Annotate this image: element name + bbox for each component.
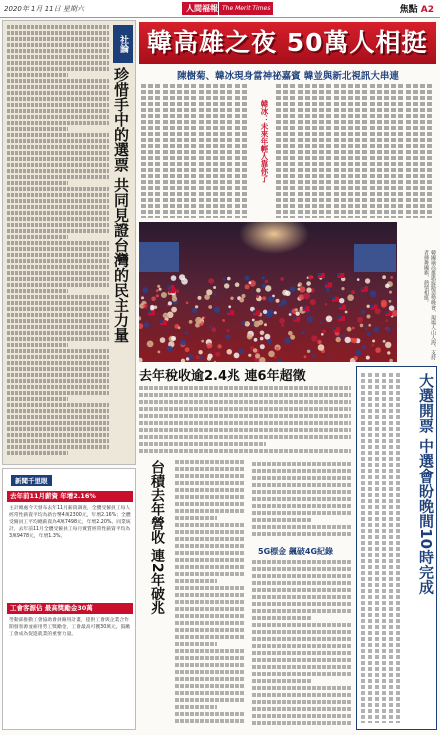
text-line bbox=[7, 271, 109, 275]
text-line bbox=[7, 397, 68, 401]
text-column-line bbox=[384, 84, 389, 218]
text-line bbox=[7, 163, 109, 167]
text-line bbox=[7, 265, 109, 269]
text-line bbox=[7, 433, 109, 437]
text-column-line bbox=[312, 84, 317, 218]
tax-headline: 去年稅收逾2.4兆 連6年超徵 bbox=[139, 369, 306, 384]
lead-article-text-left bbox=[141, 84, 251, 218]
text-line bbox=[7, 103, 109, 107]
pull-quote: 韓冰：未來年輕人靠你了 bbox=[260, 100, 269, 183]
text-column-line bbox=[398, 84, 403, 218]
text-line bbox=[175, 663, 245, 667]
text-line bbox=[252, 574, 352, 578]
text-line bbox=[175, 481, 245, 485]
text-line bbox=[175, 635, 245, 639]
issue-date: 2020年 1月 11日 星期六 bbox=[4, 5, 84, 13]
text-line bbox=[252, 665, 352, 669]
text-line bbox=[175, 628, 245, 632]
text-line bbox=[7, 277, 109, 281]
text-line bbox=[175, 670, 245, 674]
text-column-line bbox=[348, 84, 353, 218]
text-line bbox=[252, 707, 352, 711]
5g-headline: 5G標金 飆破4G紀錄 bbox=[258, 547, 334, 556]
photo-caption: 韓國瑜高雄凱旋路造勢晚會，現場人山人海，支持者揮舞國旗，熱情相挺。 bbox=[423, 250, 436, 360]
text-line bbox=[7, 121, 109, 125]
text-line bbox=[175, 600, 245, 604]
text-line bbox=[175, 502, 245, 506]
text-line bbox=[7, 253, 109, 257]
text-line bbox=[7, 229, 109, 233]
text-line bbox=[252, 511, 352, 515]
text-line bbox=[7, 355, 109, 359]
text-line bbox=[175, 572, 245, 576]
editorial-body-text bbox=[7, 25, 109, 463]
text-line bbox=[7, 391, 109, 395]
text-line bbox=[7, 127, 68, 131]
text-line bbox=[175, 712, 245, 716]
text-column-line bbox=[298, 84, 303, 218]
text-line bbox=[7, 289, 68, 293]
text-line bbox=[7, 379, 109, 383]
text-line bbox=[252, 476, 352, 480]
editorial-tag: 社論 bbox=[113, 25, 133, 63]
rally-crowd-image bbox=[139, 222, 397, 362]
text-line bbox=[7, 193, 109, 197]
text-line bbox=[7, 25, 109, 29]
text-column-line bbox=[242, 84, 247, 218]
text-line bbox=[7, 145, 109, 149]
text-line bbox=[139, 421, 351, 425]
tax-article-text bbox=[139, 386, 351, 456]
text-line bbox=[7, 217, 109, 221]
text-line bbox=[7, 169, 109, 173]
tsmc-headline: 台積去年營收 連2年破兆 bbox=[149, 460, 165, 615]
text-line bbox=[7, 133, 109, 137]
text-column-line bbox=[290, 84, 295, 218]
text-line bbox=[175, 530, 245, 534]
text-line bbox=[7, 55, 109, 59]
text-column-line bbox=[170, 84, 175, 218]
text-line bbox=[252, 672, 352, 676]
text-line bbox=[7, 337, 109, 341]
text-line bbox=[7, 79, 109, 83]
text-line bbox=[252, 616, 312, 620]
text-line bbox=[175, 467, 245, 471]
article-text-upper bbox=[252, 462, 352, 542]
text-line bbox=[7, 283, 109, 287]
brief-headline-2: 工會客源佔 最高獎勵金30萬 bbox=[7, 603, 133, 614]
text-column-line bbox=[427, 84, 432, 218]
text-line bbox=[7, 367, 109, 371]
text-column-line bbox=[370, 84, 375, 218]
text-line bbox=[175, 509, 245, 513]
text-column-line bbox=[389, 373, 393, 723]
editorial-headline: 珍惜手中的選票 共同見證台灣的民主力量 bbox=[112, 67, 130, 343]
text-line bbox=[252, 560, 352, 564]
text-line bbox=[175, 649, 245, 653]
text-line bbox=[7, 223, 109, 227]
text-line bbox=[252, 644, 352, 648]
text-line bbox=[252, 588, 352, 592]
text-line bbox=[252, 504, 352, 508]
text-line bbox=[7, 313, 109, 317]
text-line bbox=[7, 445, 109, 449]
text-column-line bbox=[391, 84, 396, 218]
text-line bbox=[7, 319, 109, 323]
text-line bbox=[139, 386, 351, 390]
text-column-line bbox=[155, 84, 160, 218]
text-line bbox=[7, 349, 109, 353]
text-line bbox=[7, 409, 109, 413]
text-line bbox=[175, 684, 245, 688]
text-column-line bbox=[413, 84, 418, 218]
text-column-line bbox=[326, 84, 331, 218]
text-line bbox=[7, 115, 109, 119]
text-line bbox=[175, 719, 245, 723]
text-line bbox=[139, 442, 266, 446]
tsmc-article-text bbox=[175, 460, 245, 730]
text-column-line bbox=[305, 84, 310, 218]
text-line bbox=[139, 428, 351, 432]
text-column-line bbox=[199, 84, 204, 218]
text-line bbox=[7, 151, 109, 155]
text-line bbox=[175, 691, 245, 695]
text-column-line bbox=[334, 84, 339, 218]
text-column-line bbox=[319, 84, 324, 218]
text-line bbox=[252, 602, 352, 606]
text-line bbox=[7, 175, 109, 179]
masthead bbox=[0, 0, 440, 18]
text-line bbox=[7, 307, 109, 311]
text-column-line bbox=[396, 373, 400, 723]
text-line bbox=[7, 109, 109, 113]
text-line bbox=[252, 623, 352, 627]
rally-photo bbox=[139, 222, 397, 362]
text-line bbox=[252, 637, 352, 641]
text-column-line bbox=[184, 84, 189, 218]
text-line bbox=[7, 439, 109, 443]
lead-banner bbox=[139, 22, 436, 64]
text-column-line bbox=[361, 373, 365, 723]
text-line bbox=[7, 205, 109, 209]
text-line bbox=[175, 698, 245, 702]
election-headline: 大選開票 中選會盼晚間10時完成 bbox=[417, 373, 435, 595]
text-column-line bbox=[220, 84, 225, 218]
text-line bbox=[252, 679, 312, 683]
text-line bbox=[139, 414, 351, 418]
text-line bbox=[7, 181, 68, 185]
text-column-line bbox=[276, 84, 281, 218]
text-column-line bbox=[141, 84, 146, 218]
text-line bbox=[7, 301, 109, 305]
text-line bbox=[252, 525, 352, 529]
brief-text-2: 勞動部推動工會協助會員僱用計畫，提供工會與企業合作開發客源並雇用勞工獎勵金，工會最高可獲30萬元，鼓勵工會成為促進就業的重要力量。 bbox=[9, 618, 131, 637]
text-line bbox=[7, 97, 109, 101]
text-column-line bbox=[191, 84, 196, 218]
5g-article-text bbox=[252, 560, 352, 728]
text-line bbox=[7, 295, 109, 299]
text-column-line bbox=[283, 84, 288, 218]
text-line bbox=[7, 139, 109, 143]
text-column-line bbox=[355, 84, 360, 218]
text-line bbox=[7, 403, 109, 407]
election-article-text bbox=[361, 373, 401, 723]
text-line bbox=[175, 607, 245, 611]
text-line bbox=[7, 187, 109, 191]
text-line bbox=[7, 241, 109, 245]
text-line bbox=[7, 235, 68, 239]
text-line bbox=[139, 449, 351, 453]
text-line bbox=[7, 73, 68, 77]
text-line bbox=[252, 721, 352, 725]
news-briefs-box bbox=[2, 468, 136, 730]
text-line bbox=[252, 483, 352, 487]
text-line bbox=[252, 518, 312, 522]
text-line bbox=[175, 621, 245, 625]
text-line bbox=[7, 259, 109, 263]
text-line bbox=[175, 579, 217, 583]
text-line bbox=[252, 700, 352, 704]
text-line bbox=[175, 656, 245, 660]
text-column-line bbox=[368, 373, 372, 723]
text-column-line bbox=[382, 373, 386, 723]
text-line bbox=[252, 609, 352, 613]
text-line bbox=[7, 43, 109, 47]
text-column-line bbox=[341, 84, 346, 218]
text-line bbox=[175, 565, 245, 569]
text-line bbox=[139, 400, 351, 404]
text-column-line bbox=[420, 84, 425, 218]
text-line bbox=[7, 85, 109, 89]
text-column-line bbox=[377, 84, 382, 218]
text-line bbox=[7, 343, 68, 347]
text-line bbox=[7, 325, 109, 329]
page-number: A2 bbox=[420, 5, 434, 15]
text-line bbox=[175, 642, 217, 646]
text-column-line bbox=[206, 84, 211, 218]
text-line bbox=[252, 490, 352, 494]
text-line bbox=[252, 651, 352, 655]
text-line bbox=[7, 37, 109, 41]
text-line bbox=[7, 361, 109, 365]
text-column-line bbox=[406, 84, 411, 218]
brief-headline-1: 去年前11月薪資 年增2.16% bbox=[7, 491, 133, 502]
text-line bbox=[7, 31, 109, 35]
text-line bbox=[252, 581, 352, 585]
text-line bbox=[7, 331, 109, 335]
text-line bbox=[175, 593, 245, 597]
text-line bbox=[175, 586, 245, 590]
text-line bbox=[175, 523, 245, 527]
text-line bbox=[7, 67, 109, 71]
text-line bbox=[175, 474, 245, 478]
text-line bbox=[7, 49, 109, 53]
newspaper-logo-english: The Merit Times bbox=[218, 2, 273, 15]
text-line bbox=[252, 462, 352, 466]
text-line bbox=[252, 532, 352, 536]
text-line bbox=[7, 91, 109, 95]
newspaper-logo: 人間福報 bbox=[182, 2, 222, 15]
text-line bbox=[175, 537, 245, 541]
text-line bbox=[175, 516, 217, 520]
text-column-line bbox=[235, 84, 240, 218]
text-column-line bbox=[362, 84, 367, 218]
text-line bbox=[7, 211, 109, 215]
text-column-line bbox=[177, 84, 182, 218]
text-line bbox=[252, 686, 352, 690]
text-line bbox=[175, 705, 217, 709]
text-line bbox=[7, 199, 109, 203]
text-line bbox=[252, 658, 352, 662]
text-line bbox=[139, 435, 351, 439]
text-line bbox=[7, 421, 109, 425]
text-line bbox=[175, 558, 245, 562]
text-column-line bbox=[375, 373, 379, 723]
text-line bbox=[175, 551, 245, 555]
text-line bbox=[175, 677, 245, 681]
text-line bbox=[7, 373, 109, 377]
lead-subheadline: 陳樹菊、韓冰現身當神祕嘉賓 韓並與新北視訊大串連 bbox=[177, 71, 399, 82]
text-line bbox=[252, 567, 352, 571]
election-box bbox=[356, 366, 437, 730]
text-line bbox=[252, 630, 352, 634]
lead-headline: 韓高雄之夜 50萬人相挺 bbox=[147, 28, 428, 57]
text-column-line bbox=[227, 84, 232, 218]
news-briefs-tag: 新聞千里眼 bbox=[11, 475, 52, 486]
section-label: 焦點 A2 bbox=[399, 5, 434, 15]
text-column-line bbox=[163, 84, 168, 218]
text-line bbox=[175, 460, 245, 464]
editorial-column bbox=[2, 20, 136, 465]
text-line bbox=[7, 385, 109, 389]
text-column-line bbox=[148, 84, 153, 218]
text-line bbox=[252, 595, 352, 599]
text-line bbox=[252, 497, 352, 501]
lead-article-text-right bbox=[276, 84, 436, 218]
text-line bbox=[252, 693, 352, 697]
text-line bbox=[175, 488, 245, 492]
text-line bbox=[7, 61, 109, 65]
text-line bbox=[7, 427, 109, 431]
text-line bbox=[139, 407, 351, 411]
text-column-line bbox=[213, 84, 218, 218]
text-line bbox=[7, 157, 109, 161]
text-line bbox=[252, 714, 352, 718]
brief-text-1: 主計總處今天發布去年11月薪資調查，全體受僱員工每人經常性薪資平均為新台幣4萬2300元，年增2.16%；全體受僱員工平均總薪資為4萬7498元，年增2.20%。同業統計，去年前11月全體受僱員工每月實質經常性薪資平均為3萬9478元，年增1.3%。 bbox=[9, 506, 131, 539]
text-line bbox=[7, 247, 109, 251]
text-line bbox=[175, 614, 245, 618]
text-line bbox=[175, 495, 245, 499]
text-line bbox=[7, 415, 109, 419]
text-line bbox=[7, 451, 68, 455]
text-line bbox=[175, 544, 245, 548]
text-line bbox=[139, 393, 351, 397]
text-line bbox=[252, 469, 352, 473]
